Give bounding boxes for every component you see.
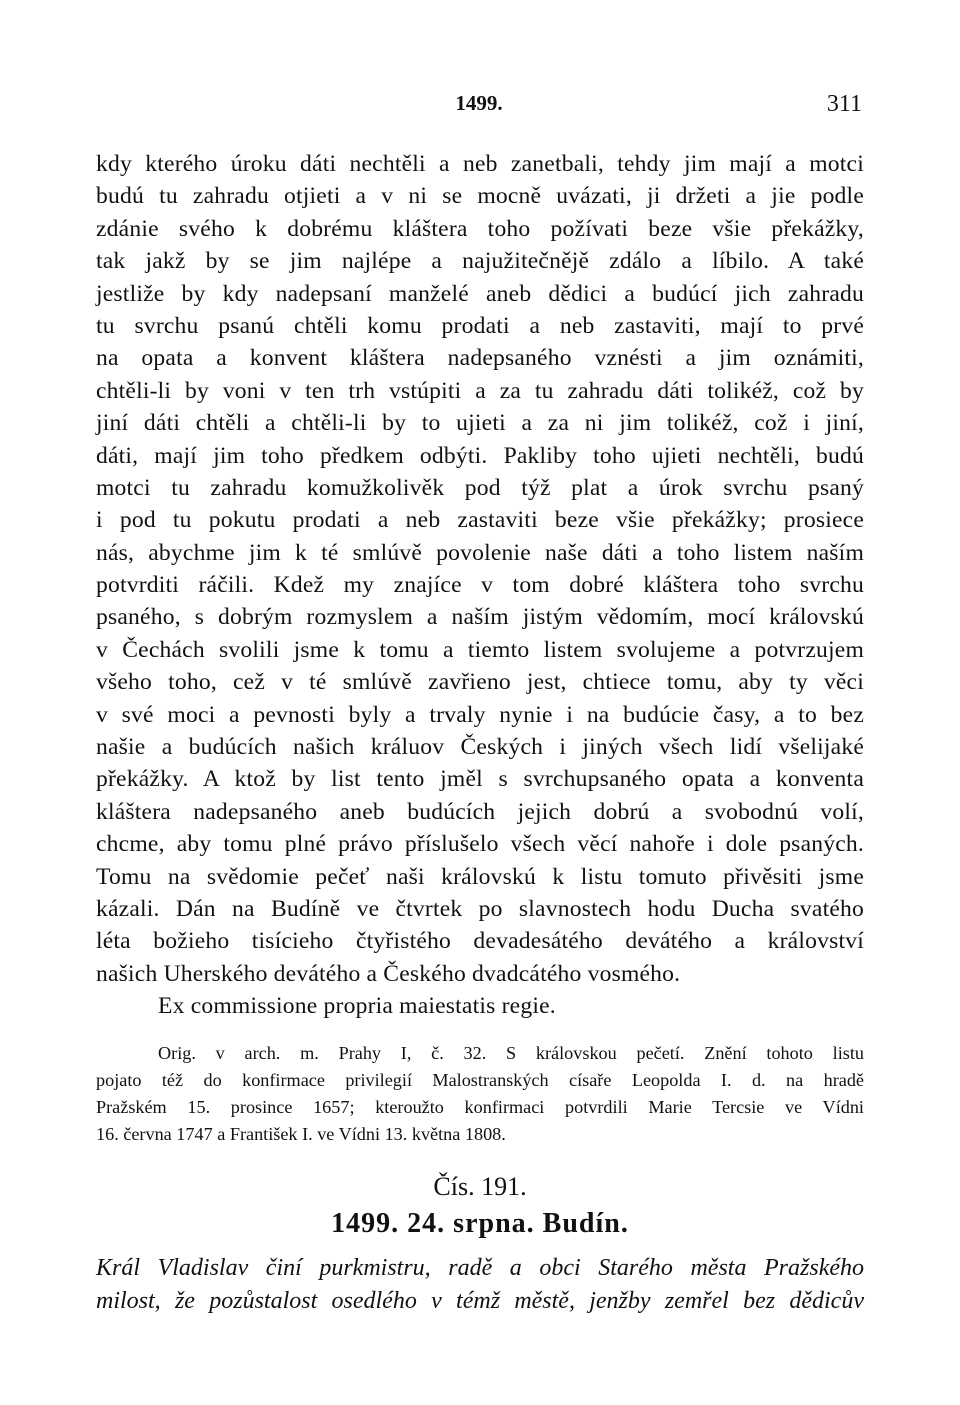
body-line: v své moci a pevnosti byly a trvaly nynie i na budúcie časy, a to bez (96, 701, 864, 728)
regest (96, 1252, 864, 1318)
body-line: nás, abychme jim k té smlúvě povolenie naše dáti a toho listem naším (96, 539, 864, 566)
note-line: Pražském 15. prosince 1657; kteroužto konfirmaci potvrdili Marie Tercsie ve Vídni (96, 1097, 864, 1117)
body-line: chcme, aby tomu plné právo příslušelo všech věcí nahoře i dole psaných. (96, 831, 864, 858)
running-head-year: 1499. (455, 91, 503, 115)
body-line: tak jakž by se jim najlépe a najužitečnějě zdálo a líbilo. A také (96, 248, 864, 275)
body-line: překážky. A ktož by list tento jměl s svrchupsaného opata a konventa (96, 766, 864, 793)
body-line: kdy kterého úroku dáti nechtěli a neb zanetbali, tehdy jim mají a motci (96, 151, 864, 177)
note-line: pojato též do konfirmace privilegií Malostranských císaře Leopolda I. d. na hradě (96, 1070, 864, 1090)
regest-line: Král Vladislav činí purkmistru, radě a obci Starého města Pražského (96, 1255, 864, 1281)
regest-line: milost, že pozůstalost osedlého v témž městě, jenžby zemřel bez dědicův (96, 1288, 864, 1314)
body-line: dáti, mají jim toho předkem odbýti. Pakliby toho ujieti nechtěli, budú (96, 442, 864, 469)
running-head (96, 91, 862, 121)
page-number: 311 (826, 91, 862, 117)
body-line: psaného, s dobrým rozmyslem a naším jistým vědomím, mocí královskú (96, 604, 864, 631)
body-line: léta božieho tisícieho čtyřistého devadesátého devátého a království (96, 928, 864, 955)
note-line: 16. června 1747 a František I. ve Vídni 13. května 1808. (96, 1124, 506, 1144)
body-line: jiní dáti chtěli a chtěli-li by to ujieti a za ni jim tolikéž, což i jiní, (96, 410, 864, 437)
body-line: v Čechách svolili jsme k tomu a tiemto listem svolujeme a potvrzujem (96, 636, 864, 663)
document-heading: 1499. 24. srpna. Budín. (331, 1208, 629, 1239)
commission-line: Ex commissione propria maiestatis regie. (158, 993, 556, 1020)
body-line: zdánie svého k dobrému kláštera toho požívati beze všie překážky, (96, 215, 864, 242)
body-line: motci tu zahradu komužkolivěk pod týž plat a úrok svrchu psaný (96, 474, 864, 501)
body-line: budú tu zahradu otjieti a v ni se mocně uvázati, ji držeti a jie podle (96, 183, 864, 210)
document-body (96, 148, 864, 1023)
body-line: tu svrchu psanú chtěli komu prodati a neb zastaviti, mají to prvé (96, 312, 864, 339)
body-line: našich Uherského devátého a Českého dvadcátého vosmého. (96, 960, 681, 987)
document-number: Čís. 191. (433, 1172, 527, 1201)
body-line: i pod tu pokutu prodati a neb zastaviti beze všie překážky; prosiece (96, 507, 864, 534)
body-line: Tomu na svědomie pečeť naši královskú k listu tomuto přivěsiti jsme (96, 863, 864, 890)
body-line: kláštera nadepsaného aneb budúcích jejich dobrú a svobodnú volí, (96, 798, 864, 825)
body-line: našie a budúcích našich králuov Českých i jiných všech lidí všelijaké (96, 734, 864, 761)
archival-note (96, 1040, 864, 1148)
body-line: všeho toho, cež v té smlúvě zavřieno jest, chtiece tomu, aby ty věci (96, 669, 864, 696)
body-line: kázali. Dán na Budíně ve čtvrtek po slavnostech hodu Ducha svatého (96, 895, 864, 922)
body-line: chtěli-li by voni v ten trh vstúpiti a za tu zahradu dáti tolikéž, což by (96, 377, 864, 404)
note-line: Orig. v arch. m. Prahy I, č. 32. S královskou pečetí. Znění tohoto listu (158, 1043, 864, 1063)
body-line: potvrditi ráčili. Kdež my znajíce v tom dobré kláštera toho svrchu (96, 572, 864, 599)
body-line: jestliže by kdy nadepsaní manželé aneb dědici a budúcí jich zahradu (96, 280, 864, 307)
body-line: na opata a konvent kláštera nadepsaného vznésti a jim oznámiti, (96, 345, 864, 372)
